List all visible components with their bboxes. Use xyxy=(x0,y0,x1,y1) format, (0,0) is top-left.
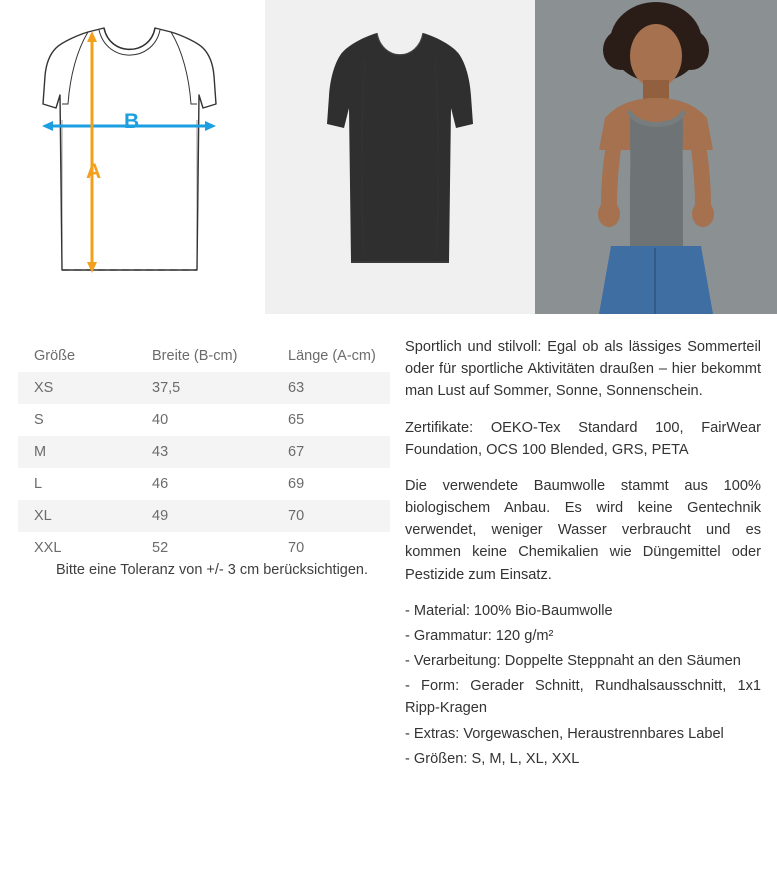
table-row xyxy=(18,404,390,436)
tolerance-note: Bitte eine Toleranz von +/- 3 cm berücksichtigen. xyxy=(55,562,369,578)
cell-width: 40 xyxy=(152,412,169,428)
cell-size: L xyxy=(34,476,43,492)
spec-processing: - Verarbeitung: Doppelte Steppnaht an den Säumen xyxy=(405,653,741,670)
cell-length: 70 xyxy=(288,540,305,556)
table-row xyxy=(18,500,390,532)
table-row xyxy=(18,436,390,468)
black-tank-top-svg xyxy=(265,0,535,314)
tank-top-outline-svg xyxy=(0,0,265,314)
table-header-row xyxy=(18,340,390,372)
column-header-length: Länge (A-cm) xyxy=(288,348,376,364)
cell-length: 63 xyxy=(288,380,305,396)
spec-shape: - Form: Gerader Schnitt, Rundhalsausschnitt, 1x1 Ripp-Kragen xyxy=(405,678,761,717)
description-cotton: Die verwendete Baumwolle stammt aus 100% biologischem Anbau. Es wird keine Gentechnik verwendet, weniger Wasser verbraucht und es kommen keine Chemikalien wie Düngemittel oder Pestizide zum Einsatz. xyxy=(405,477,761,583)
product-image-strip xyxy=(0,0,777,314)
size-chart-table xyxy=(18,340,390,564)
spec-material: - Material: 100% Bio-Baumwolle xyxy=(405,602,613,619)
sizing-diagram-image xyxy=(0,0,265,314)
cell-size: M xyxy=(34,444,47,460)
cell-width: 43 xyxy=(152,444,169,460)
spec-sizes: - Größen: S, M, L, XL, XXL xyxy=(405,750,580,767)
model-wearing-tank-top-svg xyxy=(535,0,777,314)
product-photo-image xyxy=(265,0,535,314)
table-row xyxy=(18,468,390,500)
cell-length: 65 xyxy=(288,412,305,428)
table-row xyxy=(18,372,390,404)
product-info-section xyxy=(0,314,777,873)
description-intro: Sportlich und stilvoll: Egal ob als lässiges Sommerteil oder für sportliche Aktivitäten draußen – hier bekommt man Lust auf Sommer, Sonne, Sonnenschein. xyxy=(405,339,761,400)
description-certificates: Zertifikate: OEKO-Tex Standard 100, FairWear Foundation, OCS 100 Blended, GRS, PETA xyxy=(405,419,761,458)
spec-weight: - Grammatur: 120 g/m² xyxy=(405,627,554,644)
cell-width: 46 xyxy=(152,476,169,492)
cell-width: 49 xyxy=(152,508,169,524)
table-row xyxy=(18,532,390,564)
cell-size: XXL xyxy=(34,540,62,556)
spec-extras: - Extras: Vorgewaschen, Heraustrennbares Label xyxy=(405,725,724,742)
column-header-width: Breite (B-cm) xyxy=(152,348,238,364)
cell-width: 52 xyxy=(152,540,169,556)
length-label-a: A xyxy=(86,160,102,183)
cell-size: XL xyxy=(34,508,52,524)
cell-length: 67 xyxy=(288,444,305,460)
cell-size: XS xyxy=(34,380,54,396)
cell-width: 37,5 xyxy=(152,380,181,396)
cell-length: 69 xyxy=(288,476,305,492)
model-photo-image xyxy=(535,0,777,314)
cell-length: 70 xyxy=(288,508,305,524)
product-spec-list xyxy=(405,600,761,770)
column-header-size: Größe xyxy=(34,348,76,364)
width-label-b: B xyxy=(124,110,140,133)
product-description xyxy=(405,336,761,773)
cell-size: S xyxy=(34,412,44,428)
